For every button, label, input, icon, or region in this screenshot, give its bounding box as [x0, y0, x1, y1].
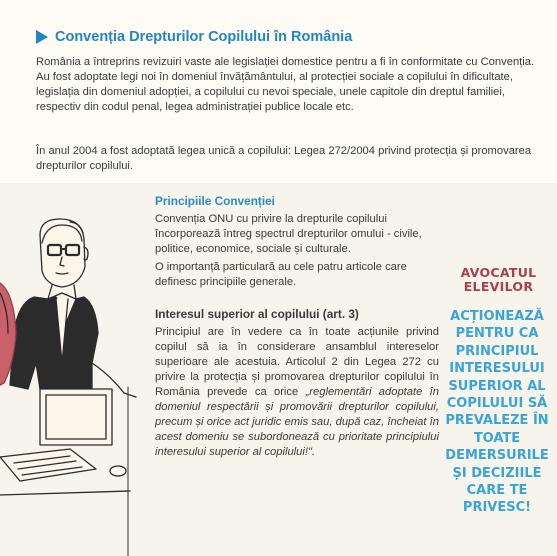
intro-paragraph-2: În anul 2004 a fost adoptată legea unică a copilului: Legea 272/2004 privind protecția și promovarea drepturilor copilului.	[36, 145, 532, 172]
principles-paragraph-1: Convenția ONU cu privire la drepturile copilului încorporează întreg spectrul drepturilor omului - civile, politice, economice, sociale și culturale.	[155, 213, 422, 255]
best-interest-intro: Principiul are în vedere ca în toate acțiunile privind copilul să ia în considerare ansamblul intereselor superioare ale acestuia. Articolul 2 din Legea 272 cu privire la protecția și promovarea drepturilor copilului în România prevede ca orice	[155, 326, 439, 398]
sidebar-label: AVOCATUL ELEVILOR	[460, 265, 537, 294]
man-at-computer-illustration	[0, 213, 150, 556]
principles-heading: Principiile Convenției	[155, 194, 275, 208]
intro-paragraph-1: România a întreprins revizuiri vaste ale legislației domestice pentru a fi în conformitate cu Convenția. Au fost adoptate legi noi în domeniul învățământului, al protecției sociale a copilului în dificultate, legislația din domeniul adopției, a copilului cu nevoi speciale, unele capitole din dreptul familiei, respectiv din codul penal, legea administrației publice locale etc.	[36, 56, 535, 113]
principles-paragraph-2: O importanță particulară au cele patru articole care definesc principiile generale.	[155, 261, 407, 288]
best-interest-heading: Interesul superior al copilului (art. 3)	[155, 307, 359, 321]
page-title	[36, 29, 536, 45]
triangle-arrow-icon	[36, 30, 48, 44]
sidebar-message: ACȚIONEAZĂ PENTRU CA PRINCIPIUL INTERESULUI SUPERIOR AL COPILULUI SĂ PREVALEZE ÎN TOATE DEMERSURILE ȘI DECIZIILE CARE TE PRIVESC!	[445, 309, 549, 516]
best-interest-paragraph	[155, 325, 439, 460]
page-title-text: Convenția Drepturilor Copilului în România	[55, 29, 353, 45]
best-interest-quote: „reglementări adoptate în domeniul respectării și promovării drepturilor copilului, precum și orice act juridic emis sau, după caz, încheiat în acest domeniu se subordonează cu prioritate principiului interesului superior al copilului!".	[155, 386, 439, 458]
